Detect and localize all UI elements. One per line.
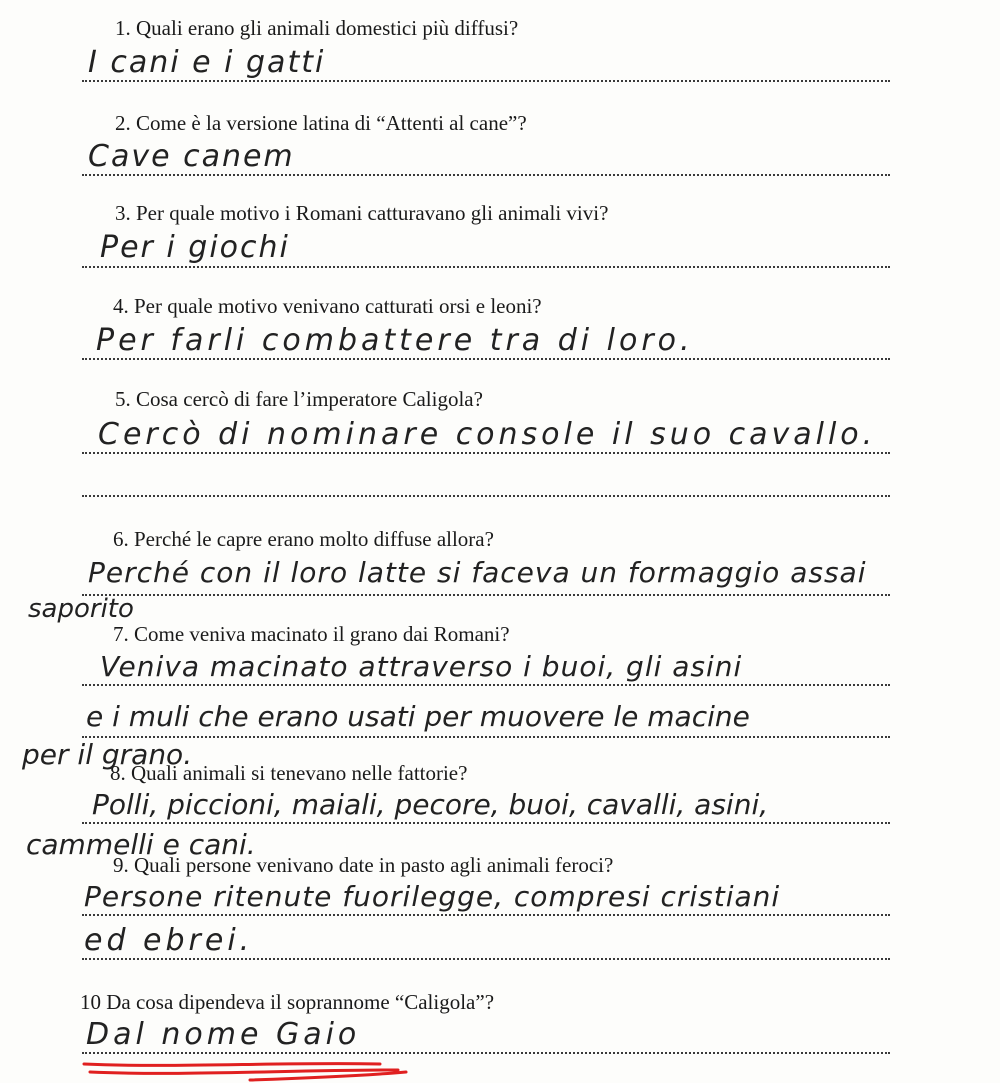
answer-6: Perché con il loro latte si faceva un formaggio assai: [88, 556, 867, 589]
question-7: 7. Come veniva macinato il grano dai Romani?: [113, 622, 510, 646]
answer-8-continuation: cammelli e cani.: [26, 828, 256, 861]
answer-8: Polli, piccioni, maiali, pecore, buoi, cavalli, asini,: [92, 788, 769, 821]
question-6: 6. Perché le capre erano molto diffuse allora?: [113, 527, 494, 551]
answer-1: I cani e i gatti: [88, 45, 326, 80]
question-5: 5. Cosa cercò di fare l’imperatore Caligola?: [115, 387, 483, 411]
answer-line-7a: [82, 684, 890, 686]
answer-2: Cave canem: [88, 139, 295, 174]
question-2: 2. Come è la versione latina di “Attenti al cane”?: [115, 111, 527, 135]
question-4: 4. Per quale motivo venivano catturati orsi e leoni?: [113, 294, 542, 318]
answer-line-5b: [82, 495, 890, 497]
answer-line-5a: [82, 452, 890, 454]
answer-3: Per i giochi: [100, 230, 290, 265]
answer-5: Cercò di nominare console il suo cavallo.: [98, 417, 877, 452]
answer-7-continuation: per il grano.: [22, 738, 193, 771]
answer-6-continuation: saporito: [28, 594, 134, 624]
answer-4: Per farli combattere tra di loro.: [96, 323, 694, 358]
question-10: 10 Da cosa dipendeva il soprannome “Caligola”?: [80, 990, 495, 1014]
answer-9-line-2: ed ebrei.: [84, 923, 254, 958]
answer-7-line-1: Veniva macinato attraverso i buoi, gli asini: [100, 650, 743, 683]
question-9: 9. Quali persone venivano date in pasto agli animali feroci?: [113, 853, 614, 877]
question-8: 8. Quali animali si tenevano nelle fattorie?: [110, 761, 468, 785]
red-underline-mark: [80, 1058, 410, 1083]
question-3: 3. Per quale motivo i Romani catturavano gli animali vivi?: [115, 201, 609, 225]
answer-line-3: [82, 266, 890, 268]
answer-line-2: [82, 174, 890, 176]
answer-line-1: [82, 80, 890, 82]
answer-line-10: [82, 1052, 890, 1054]
question-1: 1. Quali erano gli animali domestici più diffusi?: [115, 16, 519, 40]
answer-line-6: [82, 594, 890, 596]
answer-line-9b: [82, 958, 890, 960]
answer-line-9a: [82, 914, 890, 916]
answer-line-7b: [82, 736, 890, 738]
answer-line-4: [82, 358, 890, 360]
answer-line-8: [82, 822, 890, 824]
answer-9-line-1: Persone ritenute fuorilegge, compresi cristiani: [84, 880, 781, 913]
answer-10: Dal nome Gaio: [86, 1017, 361, 1052]
answer-7-line-2: e i muli che erano usati per muovere le macine: [86, 700, 750, 733]
